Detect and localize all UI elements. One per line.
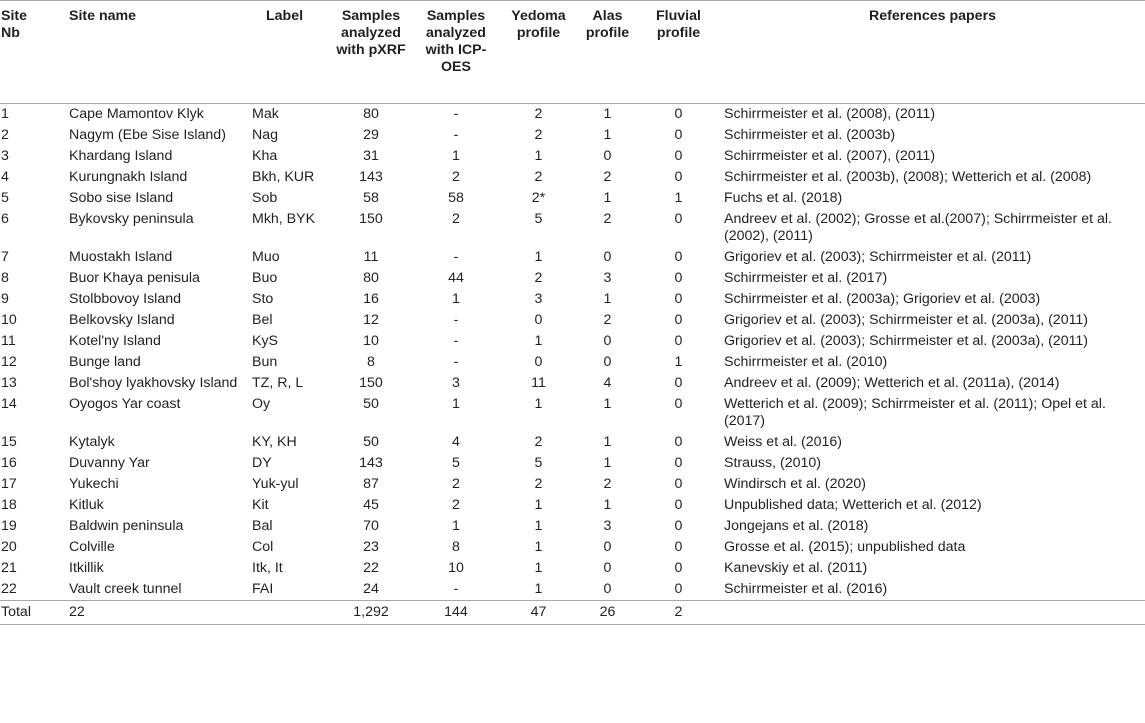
site-name-cell: Kitluk (69, 497, 104, 513)
label-cell: Kha (252, 148, 278, 164)
table-row (0, 453, 1145, 474)
fluvial-profile-cell: 0 (674, 270, 683, 286)
total-yedoma-profile-cell: 47 (499, 601, 578, 625)
icp-oes-count-cell: 1 (452, 518, 460, 534)
alas-profile-cell: 1 (603, 106, 612, 122)
pxrf-count-cell: 80 (363, 106, 379, 122)
pxrf-count-cell: 58 (363, 190, 379, 206)
table-row (0, 209, 1145, 247)
references-cell: Wetterich et al. (2009); Schirrmeister et al. (2011); Opel et al. (2017) (724, 396, 1106, 429)
site-name-cell: Itkillik (69, 560, 104, 576)
yedoma-profile-cell: 3 (534, 291, 543, 307)
table-row (0, 352, 1145, 373)
yedoma-profile-cell: 1 (534, 249, 543, 265)
label-cell: Nag (252, 127, 279, 143)
pxrf-count-cell: 10 (363, 333, 379, 349)
table-row (0, 331, 1145, 352)
site-name-cell: Bol'shoy lyakhovsky Island (69, 375, 238, 391)
yedoma-profile-cell: 2 (534, 106, 543, 122)
label-cell: Mkh, BYK (252, 211, 316, 227)
site-nb-cell: 11 (1, 333, 16, 349)
fluvial-profile-cell: 0 (674, 211, 683, 227)
yedoma-profile-cell: 1 (534, 518, 543, 534)
fluvial-profile-cell: 0 (674, 291, 683, 307)
site-name-cell: Belkovsky Island (69, 312, 175, 328)
icp-oes-count-cell: 1 (452, 396, 460, 412)
alas-profile-cell: 0 (603, 148, 612, 164)
yedoma-profile-cell: 1 (534, 560, 543, 576)
site-name-cell: Kotel'ny Island (69, 333, 161, 349)
site-name-cell: Khardang Island (69, 148, 173, 164)
label-cell: KY, KH (252, 434, 297, 450)
references-cell: Schirrmeister et al. (2007), (2011) (724, 148, 936, 164)
fluvial-profile-cell: 0 (674, 169, 683, 185)
label-cell: Bun (252, 354, 278, 370)
references-cell: Schirrmeister et al. (2008), (2011) (724, 106, 936, 122)
alas-profile-cell: 1 (603, 455, 612, 471)
pxrf-count-cell: 150 (359, 211, 383, 227)
total-row (0, 601, 1145, 625)
label-cell: Buo (252, 270, 278, 286)
site-nb-cell: 21 (1, 560, 17, 576)
yedoma-profile-cell: 2 (534, 270, 543, 286)
label-cell: Sob (252, 190, 278, 206)
table-row (0, 537, 1145, 558)
pxrf-count-cell: 80 (363, 270, 379, 286)
fluvial-profile-cell: 0 (674, 127, 683, 143)
pxrf-count-cell: 24 (363, 581, 379, 597)
references-cell: Schirrmeister et al. (2003b) (724, 127, 896, 143)
table-row (0, 432, 1145, 453)
table-row (0, 394, 1145, 432)
site-name-cell: Buor Khaya penisula (69, 270, 200, 286)
site-nb-cell: 22 (1, 581, 17, 597)
yedoma-profile-cell: 0 (534, 354, 543, 370)
references-cell: Schirrmeister et al. (2017) (724, 270, 888, 286)
pxrf-count-cell: 22 (363, 560, 379, 576)
icp-oes-count-cell: - (453, 127, 459, 143)
table-body (0, 104, 1145, 625)
pxrf-count-cell: 70 (363, 518, 379, 534)
header-samples-icp-oes: Samples analyzed with ICP-OES (413, 1, 499, 104)
header-yedoma-profile: Yedoma profile (499, 1, 578, 104)
site-name-cell: Colville (69, 539, 115, 555)
yedoma-profile-cell: 0 (534, 312, 543, 328)
total-icp-oes-count-cell: 144 (413, 601, 499, 625)
pxrf-count-cell: 8 (367, 354, 375, 370)
header-site-nb: Site Nb (0, 1, 61, 104)
site-name-cell: Oyogos Yar coast (69, 396, 181, 412)
site-nb-cell: 10 (1, 312, 17, 328)
alas-profile-cell: 2 (603, 169, 612, 185)
yedoma-profile-cell: 2 (534, 476, 543, 492)
references-cell: Andreev et al. (2002); Grosse et al.(2007); Schirrmeister et al. (2002), (2011) (724, 211, 1112, 244)
fluvial-profile-cell: 0 (674, 333, 683, 349)
yedoma-profile-cell: 2 (534, 434, 543, 450)
alas-profile-cell: 0 (603, 560, 612, 576)
alas-profile-cell: 1 (603, 434, 612, 450)
site-nb-cell: 17 (1, 476, 17, 492)
icp-oes-count-cell: 5 (452, 455, 460, 471)
icp-oes-count-cell: 3 (452, 375, 460, 391)
label-cell: Bel (252, 312, 273, 328)
references-cell: Windirsch et al. (2020) (724, 476, 866, 492)
references-cell: Jongejans et al. (2018) (724, 518, 869, 534)
site-nb-cell: 4 (1, 169, 9, 185)
fluvial-profile-cell: 1 (674, 190, 683, 206)
pxrf-count-cell: 31 (363, 148, 379, 164)
table-row (0, 373, 1145, 394)
alas-profile-cell: 0 (603, 581, 612, 597)
label-cell: Col (252, 539, 274, 555)
fluvial-profile-cell: 0 (674, 375, 683, 391)
pxrf-count-cell: 50 (363, 434, 379, 450)
site-nb-cell: 12 (1, 354, 17, 370)
alas-profile-cell: 1 (603, 497, 612, 513)
references-cell: Kanevskiy et al. (2011) (724, 560, 868, 576)
pxrf-count-cell: 143 (359, 455, 383, 471)
icp-oes-count-cell: - (453, 581, 459, 597)
references-cell: Schirrmeister et al. (2003b), (2008); Wetterich et al. (2008) (724, 169, 1092, 185)
table-row (0, 167, 1145, 188)
site-nb-cell: 13 (1, 375, 17, 391)
pxrf-count-cell: 11 (363, 249, 379, 265)
table-row (0, 125, 1145, 146)
label-cell: FAI (252, 581, 274, 597)
label-cell: Sto (252, 291, 274, 307)
total-site-nb-cell: Total (0, 601, 61, 625)
alas-profile-cell: 0 (603, 539, 612, 555)
site-nb-cell: 5 (1, 190, 9, 206)
header-references: References papers (720, 1, 1145, 104)
pxrf-count-cell: 87 (363, 476, 379, 492)
table-row (0, 247, 1145, 268)
icp-oes-count-cell: 2 (452, 497, 460, 513)
references-cell: Grigoriev et al. (2003); Schirrmeister et al. (2003a), (2011) (724, 312, 1089, 328)
references-cell: Strauss, (2010) (724, 455, 821, 471)
yedoma-profile-cell: 5 (534, 211, 543, 227)
icp-oes-count-cell: 44 (448, 270, 464, 286)
table-row (0, 495, 1145, 516)
site-name-cell: Stolbbovoy Island (69, 291, 181, 307)
site-name-cell: Cape Mamontov Klyk (69, 106, 204, 122)
fluvial-profile-cell: 1 (674, 354, 683, 370)
label-cell: KyS (252, 333, 279, 349)
icp-oes-count-cell: 58 (448, 190, 464, 206)
label-cell: Bkh, KUR (252, 169, 315, 185)
total-label-cell (244, 601, 329, 625)
pxrf-count-cell: 23 (363, 539, 379, 555)
pxrf-count-cell: 50 (363, 396, 379, 412)
pxrf-count-cell: 12 (363, 312, 379, 328)
header-fluvial-profile: Fluvial profile (637, 1, 720, 104)
alas-profile-cell: 0 (603, 249, 612, 265)
alas-profile-cell: 2 (603, 312, 612, 328)
fluvial-profile-cell: 0 (674, 581, 683, 597)
references-cell: Schirrmeister et al. (2016) (724, 581, 888, 597)
pxrf-count-cell: 29 (363, 127, 379, 143)
alas-profile-cell: 1 (603, 396, 612, 412)
fluvial-profile-cell: 0 (674, 560, 683, 576)
site-name-cell: Vault creek tunnel (69, 581, 182, 597)
yedoma-profile-cell: 1 (534, 148, 543, 164)
site-nb-cell: 8 (1, 270, 9, 286)
references-cell: Schirrmeister et al. (2010) (724, 354, 888, 370)
alas-profile-cell: 1 (603, 291, 612, 307)
icp-oes-count-cell: 2 (452, 169, 460, 185)
yedoma-profile-cell: 2* (531, 190, 546, 206)
alas-profile-cell: 4 (603, 375, 612, 391)
label-cell: Muo (252, 249, 280, 265)
fluvial-profile-cell: 0 (674, 249, 683, 265)
header-alas-profile: Alas profile (578, 1, 637, 104)
yedoma-profile-cell: 1 (534, 396, 543, 412)
icp-oes-count-cell: 2 (452, 476, 460, 492)
site-name-cell: Duvanny Yar (69, 455, 150, 471)
references-cell: Andreev et al. (2009); Wetterich et al. (2011a), (2014) (724, 375, 1060, 391)
table-row (0, 146, 1145, 167)
header-samples-pxrf: Samples analyzed with pXRF (329, 1, 413, 104)
label-cell: DY (252, 455, 272, 471)
icp-oes-count-cell: - (453, 249, 459, 265)
yedoma-profile-cell: 1 (534, 539, 543, 555)
fluvial-profile-cell: 0 (674, 106, 683, 122)
site-name-cell: Yukechi (69, 476, 119, 492)
yedoma-profile-cell: 11 (531, 375, 546, 391)
total-site-name-cell: 22 (61, 601, 244, 625)
icp-oes-count-cell: 8 (452, 539, 460, 555)
table-row (0, 268, 1145, 289)
yedoma-profile-cell: 2 (534, 127, 543, 143)
total-references-cell (720, 601, 1145, 625)
yedoma-profile-cell: 2 (534, 169, 543, 185)
fluvial-profile-cell: 0 (674, 434, 683, 450)
table-row (0, 310, 1145, 331)
site-name-cell: Sobo sise Island (69, 190, 174, 206)
header-label: Label (244, 1, 329, 104)
references-cell: Weiss et al. (2016) (724, 434, 843, 450)
site-nb-cell: 18 (1, 497, 17, 513)
alas-profile-cell: 3 (603, 518, 612, 534)
alas-profile-cell: 0 (603, 333, 612, 349)
icp-oes-count-cell: - (453, 312, 459, 328)
site-nb-cell: 14 (1, 396, 17, 412)
icp-oes-count-cell: 4 (452, 434, 460, 450)
header-site-name: Site name (61, 1, 244, 104)
yedoma-profile-cell: 1 (534, 581, 543, 597)
fluvial-profile-cell: 0 (674, 148, 683, 164)
table-row (0, 188, 1145, 209)
references-cell: Grosse et al. (2015); unpublished data (724, 539, 966, 555)
site-name-cell: Muostakh Island (69, 249, 173, 265)
fluvial-profile-cell: 0 (674, 396, 683, 412)
alas-profile-cell: 2 (603, 211, 612, 227)
references-cell: Grigoriev et al. (2003); Schirrmeister et al. (2003a), (2011) (724, 333, 1089, 349)
icp-oes-count-cell: 10 (448, 560, 464, 576)
table-row (0, 474, 1145, 495)
pxrf-count-cell: 150 (359, 375, 383, 391)
alas-profile-cell: 1 (603, 190, 612, 206)
fluvial-profile-cell: 0 (674, 476, 683, 492)
yedoma-profile-cell: 5 (534, 455, 543, 471)
icp-oes-count-cell: - (453, 333, 459, 349)
site-nb-cell: 2 (1, 127, 9, 143)
site-name-cell: Bunge land (69, 354, 141, 370)
site-nb-cell: 15 (1, 434, 17, 450)
icp-oes-count-cell: 2 (452, 211, 460, 227)
label-cell: Mak (252, 106, 279, 122)
fluvial-profile-cell: 0 (674, 518, 683, 534)
label-cell: Yuk-yul (252, 476, 299, 492)
table-row (0, 579, 1145, 601)
alas-profile-cell: 1 (603, 127, 612, 143)
icp-oes-count-cell: 1 (452, 291, 460, 307)
table-row (0, 516, 1145, 537)
references-cell: Fuchs et al. (2018) (724, 190, 843, 206)
references-cell: Schirrmeister et al. (2003a); Grigoriev et al. (2003) (724, 291, 1041, 307)
total-fluvial-profile-cell: 2 (637, 601, 720, 625)
pxrf-count-cell: 45 (363, 497, 379, 513)
site-nb-cell: 19 (1, 518, 17, 534)
yedoma-profile-cell: 1 (534, 497, 543, 513)
site-name-cell: Bykovsky peninsula (69, 211, 194, 227)
site-nb-cell: 9 (1, 291, 9, 307)
fluvial-profile-cell: 0 (674, 497, 683, 513)
label-cell: Oy (252, 396, 271, 412)
label-cell: Itk, It (252, 560, 283, 576)
references-cell: Unpublished data; Wetterich et al. (2012) (724, 497, 982, 513)
site-nb-cell: 6 (1, 211, 9, 227)
site-name-cell: Nagym (Ebe Sise Island) (69, 127, 226, 143)
site-name-cell: Kurungnakh Island (69, 169, 188, 185)
site-nb-cell: 3 (1, 148, 9, 164)
total-pxrf-count-cell: 1,292 (329, 601, 413, 625)
fluvial-profile-cell: 0 (674, 312, 683, 328)
alas-profile-cell: 0 (603, 354, 612, 370)
alas-profile-cell: 2 (603, 476, 612, 492)
table-row (0, 289, 1145, 310)
yedoma-profile-cell: 1 (534, 333, 543, 349)
table-row (0, 558, 1145, 579)
table-row (0, 104, 1145, 126)
site-nb-cell: 20 (1, 539, 17, 555)
icp-oes-count-cell: 1 (452, 148, 460, 164)
label-cell: TZ, R, L (252, 375, 304, 391)
site-name-cell: Kytalyk (69, 434, 115, 450)
total-alas-profile-cell: 26 (578, 601, 637, 625)
icp-oes-count-cell: - (453, 354, 459, 370)
alas-profile-cell: 3 (603, 270, 612, 286)
pxrf-count-cell: 16 (363, 291, 379, 307)
site-nb-cell: 16 (1, 455, 17, 471)
label-cell: Bal (252, 518, 273, 534)
icp-oes-count-cell: - (453, 106, 459, 122)
pxrf-count-cell: 143 (359, 169, 383, 185)
fluvial-profile-cell: 0 (674, 539, 683, 555)
site-nb-cell: 1 (1, 106, 9, 122)
site-nb-cell: 7 (1, 249, 9, 265)
fluvial-profile-cell: 0 (674, 455, 683, 471)
site-name-cell: Baldwin peninsula (69, 518, 184, 534)
table-header (0, 1, 1145, 104)
label-cell: Kit (252, 497, 269, 513)
references-cell: Grigoriev et al. (2003); Schirrmeister et al. (2011) (724, 249, 1032, 265)
